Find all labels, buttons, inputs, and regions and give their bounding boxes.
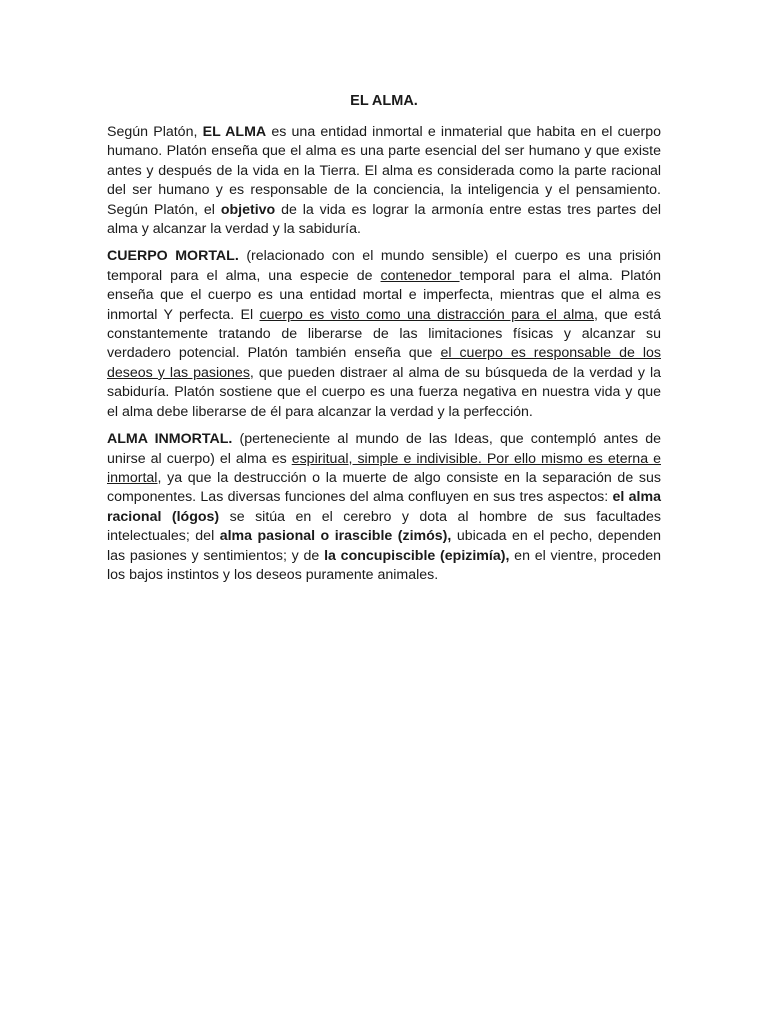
paragraph-el-alma	[107, 123, 661, 239]
p1-text-1: Según Platón,	[107, 124, 203, 140]
p3-text-6: se sitúa en el cerebro y dota al hombre de sus facultades intelectuales; del	[107, 508, 661, 545]
p1-bold-objetivo: objetivo	[220, 201, 276, 218]
p2-underline-distraccion: cuerpo es visto como una distracción para el alma	[259, 306, 594, 323]
p1-bold-el-alma: EL ALMA	[202, 124, 267, 140]
p3-text-2: (perteneciente al mundo de las Ideas, que contempló antes de unirse al cuerpo) el alma es	[107, 431, 661, 467]
p3-bold-concupiscible: la concupiscible (epizimía),	[324, 547, 510, 564]
p2-text-6: , que está constantemente tratando de liberarse de las limitaciones físicas y alcanzar su verdadero potencial. Platón también enseña que	[107, 306, 661, 362]
p3-text-4: , ya que la destrucción o la muerte de algo consiste en la separación de sus componentes. Las diversas funciones del alma confluyen en sus tres aspectos:	[107, 469, 661, 506]
p2-heading-cuerpo-mortal: CUERPO MORTAL.	[107, 248, 239, 265]
p3-text-8: ubicada en el pecho, dependen las pasiones y sentimientos; y de	[107, 528, 661, 564]
paragraph-cuerpo-mortal	[107, 247, 661, 422]
p3-heading-alma-inmortal: ALMA INMORTAL.	[107, 431, 233, 448]
p3-underline-espiritual: espiritual, simple e indivisible. Por ello mismo es eterna e inmortal	[107, 450, 661, 486]
p2-underline-contenedor: contenedor	[380, 267, 460, 284]
p2-text-4: temporal para el alma. Platón enseña que el cuerpo es una entidad mortal e imperfecta, mientras que el alma es inmortal Y perfecta. El	[107, 267, 662, 323]
p2-underline-deseos: el cuerpo es responsable de los deseos y las pasiones	[107, 345, 661, 381]
p2-text-2: (relacionado con el mundo sensible) el cuerpo es una prisión temporal para el alma, una especie de	[107, 248, 661, 284]
p1-text-5: de la vida es lograr la armonía entre estas tres partes del alma y alcanzar la verdad y la sabiduría.	[107, 201, 662, 238]
p3-bold-alma-pasional: alma pasional o irascible (zimós),	[219, 528, 452, 545]
paragraph-alma-inmortal	[107, 430, 661, 585]
p3-text-10: en el vientre, proceden los bajos instintos y los deseos puramente animales.	[107, 547, 661, 583]
p3-bold-alma-racional: el alma racional (lógos)	[107, 489, 661, 525]
document-title: EL ALMA.	[350, 93, 418, 109]
p2-text-8: , que pueden distraer al alma de su búsqueda de la verdad y la sabiduría. Platón sostiene que el cuerpo es una fuerza negativa en nuestra vida y que el alma debe liberarse de él para alcanzar la verdad y la perfección.	[107, 364, 661, 420]
document-page	[107, 92, 661, 593]
p1-text-3: es una entidad inmortal e inmaterial que habita en el cuerpo humano. Platón enseña que el alma es una parte esencial del ser humano y que existe antes y después de la vida en la Tierra. El alma es considerada como la parte racional del ser humano y es responsable de la conciencia, la inteligencia y el pensamiento. Según Platón, el	[107, 124, 661, 218]
